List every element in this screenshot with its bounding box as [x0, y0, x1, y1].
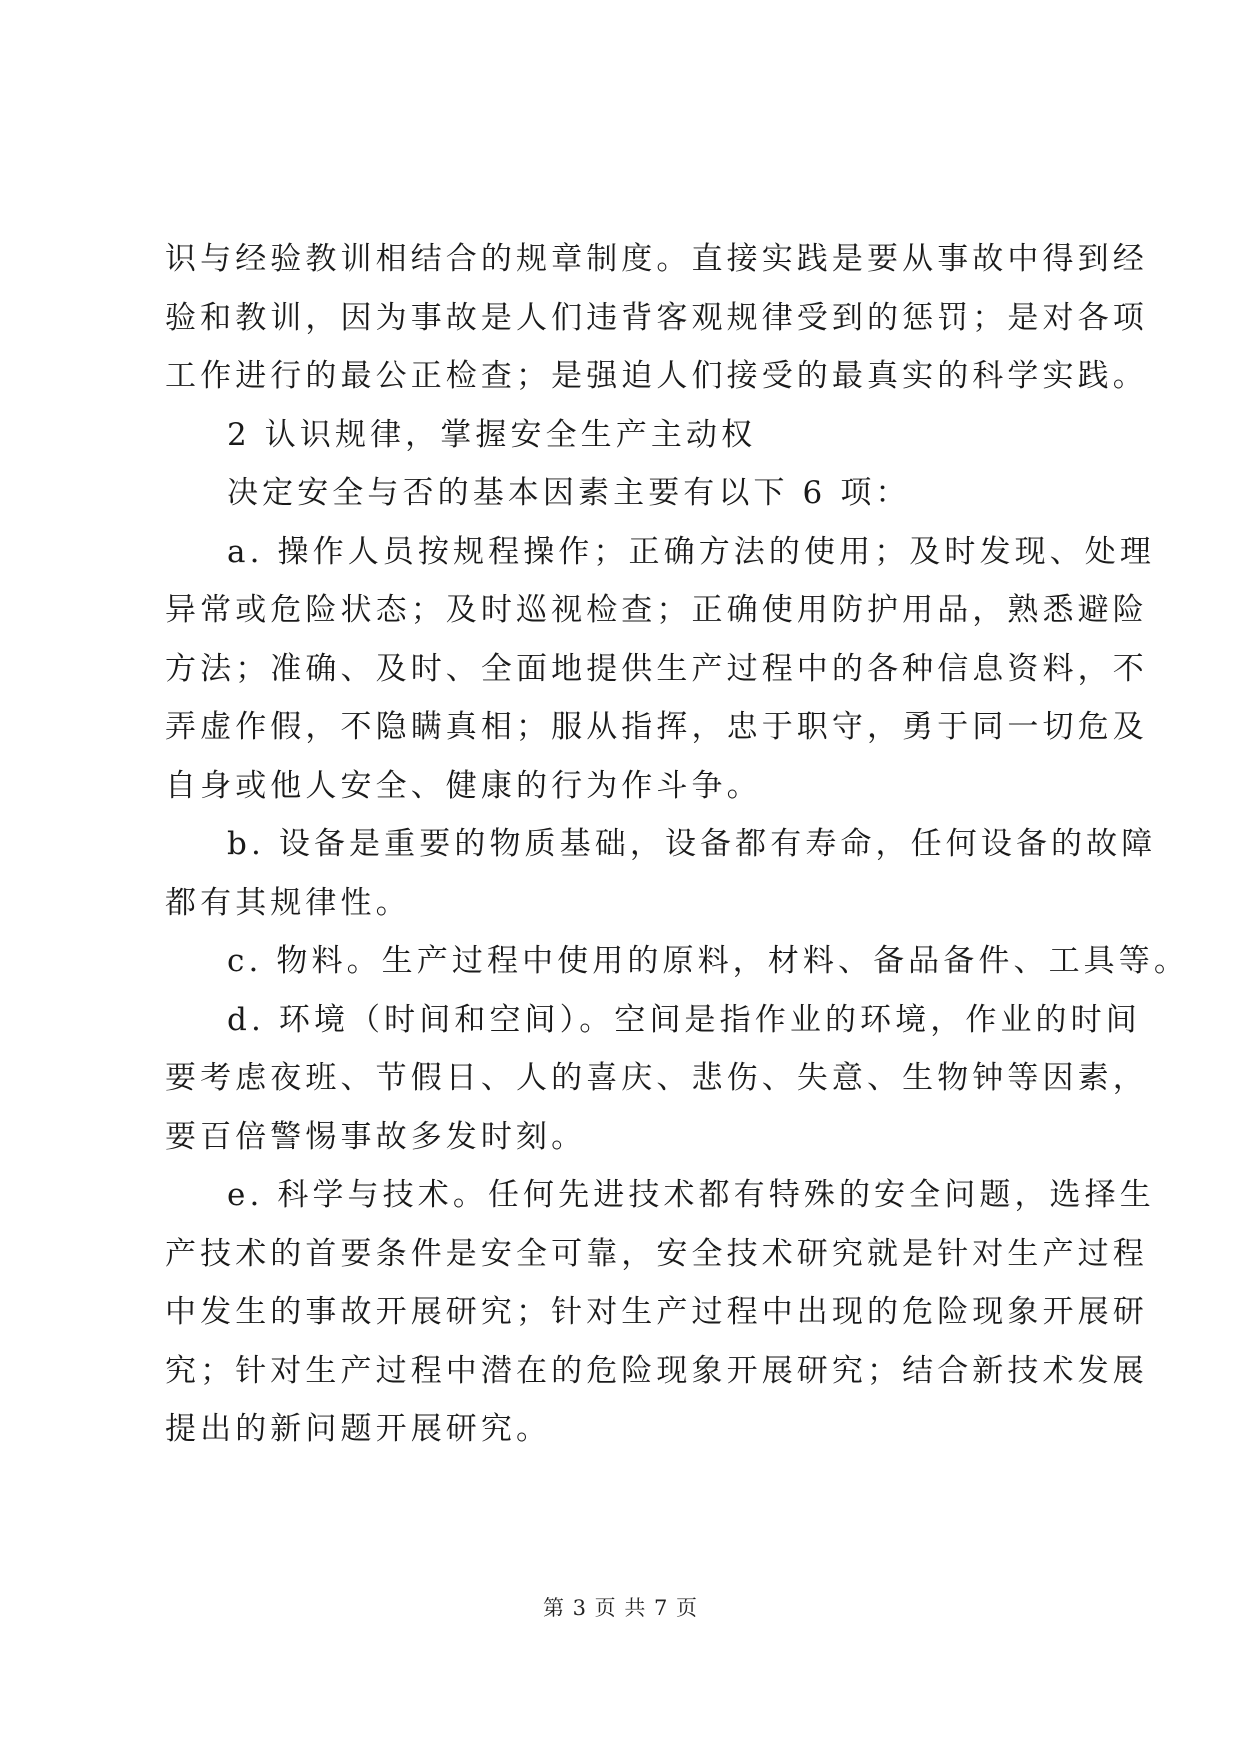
text-line: 要百倍警惕事故多发时刻。: [165, 1118, 587, 1155]
text-line: 方法；准确、及时、全面地提供生产过程中的各种信息资料，不: [165, 650, 1148, 687]
list-item-a: a. 操作人员按规程操作；正确方法的使用；及时发现、处理: [227, 533, 1155, 570]
text-line: 自身或他人安全、健康的行为作斗争。: [165, 767, 762, 804]
text-line: 要考虑夜班、节假日、人的喜庆、悲伤、失意、生物钟等因素，: [165, 1060, 1148, 1096]
section-heading: 2 认识规律，掌握安全生产主动权: [227, 416, 757, 453]
text-line: 中发生的事故开展研究；针对生产过程中出现的危险现象开展研: [165, 1294, 1148, 1330]
text-line: 识与经验教训相结合的规章制度。直接实践是要从事故中得到经: [165, 241, 1148, 277]
text-line: 都有其规律性。: [165, 884, 411, 921]
text-line: 弄虚作假，不隐瞒真相；服从指挥，忠于职守，勇于同一切危及: [165, 709, 1148, 745]
text-line: 产技术的首要条件是安全可靠，安全技术研究就是针对生产过程: [165, 1235, 1148, 1272]
text-line: 异常或危险状态；及时巡视检查；正确使用防护用品，熟悉避险: [165, 592, 1148, 628]
text-line: 究；针对生产过程中潜在的危险现象开展研究；结合新技术发展: [165, 1352, 1148, 1389]
body-text: [165, 230, 1189, 1459]
page-number: 第 3 页 共 7 页: [542, 1596, 699, 1620]
list-item-b: b. 设备是重要的物质基础，设备都有寿命，任何设备的故障: [227, 826, 1157, 862]
list-item-c: c. 物料。生产过程中使用的原料，材料、备品备件、工具等。: [227, 943, 1189, 979]
list-item-e: e. 科学与技术。任何先进技术都有特殊的安全问题，选择生: [227, 1177, 1155, 1213]
text-line: 工作进行的最公正检查；是强迫人们接受的最真实的科学实践。: [165, 358, 1148, 394]
text-line: 决定安全与否的基本因素主要有以下 6 项：: [227, 475, 911, 511]
text-line: 提出的新问题开展研究。: [165, 1411, 552, 1447]
text-line: 验和教训，因为事故是人们违背客观规律受到的惩罚；是对各项: [165, 299, 1148, 336]
list-item-d: d. 环境（时间和空间）。空间是指作业的环境，作业的时间: [227, 1001, 1141, 1038]
